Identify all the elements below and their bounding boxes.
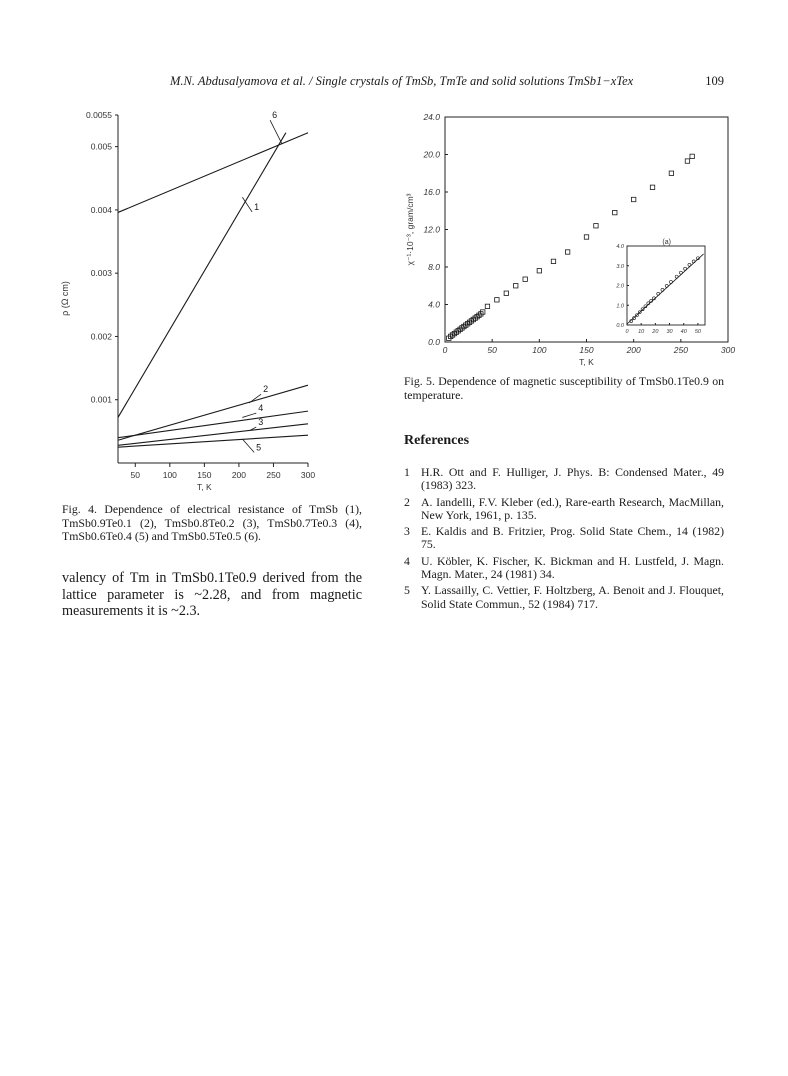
x-tick-label: 50 — [130, 470, 141, 480]
figure-5-chart — [395, 100, 740, 375]
data-point — [685, 159, 689, 163]
reference-item — [404, 496, 724, 523]
x-tick-label: 250 — [266, 470, 281, 480]
curve-2-label: 2 — [263, 384, 269, 395]
y-tick-label: 0.0055 — [86, 110, 112, 120]
y-tick-label: 4.0 — [428, 299, 440, 310]
reference-item — [404, 555, 724, 582]
reference-text: E. Kaldis and B. Fritzier, Prog. Solid State Chem., 14 (1982) 75. — [421, 524, 724, 552]
y-axis-label: ρ (Ω cm) — [60, 281, 70, 316]
data-point — [565, 250, 569, 254]
y-tick-label: 0.004 — [90, 204, 112, 215]
reference-item — [404, 466, 724, 493]
curve-3 — [118, 424, 308, 446]
reference-number: 5 — [404, 583, 410, 598]
figure-4-caption-prefix: Fig. 4. — [62, 502, 97, 516]
curve-1 — [118, 133, 286, 418]
data-point — [495, 298, 499, 302]
inset-label: (a) — [662, 239, 671, 246]
curve-4-label: 4 — [258, 403, 264, 414]
y-tick-label: 20.0 — [423, 149, 440, 160]
data-point — [594, 224, 598, 228]
inset-y-tick-label: 0.0 — [616, 323, 624, 329]
figure-4-caption — [62, 503, 362, 544]
inset-y-tick-label: 4.0 — [616, 244, 624, 250]
curve-6 — [118, 133, 308, 213]
curve-3-label: 3 — [258, 417, 264, 428]
x-axis-label: T, K — [579, 357, 594, 367]
reference-text: H.R. Ott and F. Hulliger, J. Phys. B: Condensed Mater., 49 (1983) 323. — [421, 465, 724, 493]
y-tick-label: 0.005 — [90, 141, 112, 152]
data-point — [537, 269, 541, 273]
data-point — [485, 304, 489, 308]
inset-x-tick-label: 40 — [680, 329, 687, 335]
data-point — [690, 154, 694, 158]
x-tick-label: 300 — [720, 345, 736, 355]
curve-6-leader — [270, 120, 282, 143]
running-head — [60, 74, 730, 92]
figure-5-caption-text: Dependence of magnetic susceptibility of TmSb0.1Te0.9 on temperature. — [404, 374, 725, 402]
y-tick-label: 16.0 — [423, 187, 440, 197]
y-tick-label: 0.003 — [90, 268, 112, 279]
curve-6-label: 6 — [272, 110, 278, 121]
reference-item — [404, 525, 724, 552]
data-point — [669, 171, 673, 175]
curve-4 — [118, 411, 308, 438]
curve-1-label: 1 — [254, 201, 260, 212]
reference-number: 4 — [404, 553, 410, 568]
x-tick-label: 150 — [579, 345, 594, 355]
curve-5-label: 5 — [256, 442, 262, 453]
y-tick-label: 0.002 — [90, 331, 112, 342]
x-tick-label: 200 — [231, 470, 247, 480]
figure-5-caption — [404, 375, 724, 402]
inset-x-tick-label: 20 — [652, 329, 659, 335]
data-point — [613, 210, 617, 214]
data-point — [631, 197, 635, 201]
inset-y-tick-label: 1.0 — [616, 303, 624, 310]
curve-5-leader — [242, 439, 254, 452]
y-tick-label: 0.0 — [428, 337, 440, 347]
data-point — [551, 259, 555, 263]
x-tick-label: 150 — [197, 470, 212, 480]
y-tick-label: 8.0 — [428, 262, 440, 272]
inset-x-tick-label: 50 — [694, 329, 701, 335]
reference-text: U. Köbler, K. Fischer, K. Bickman and H. Lustfeld, J. Magn. Magn. Mater., 24 (1981) 34. — [421, 553, 724, 582]
x-tick-label: 100 — [532, 345, 547, 355]
data-point — [523, 277, 527, 281]
inset-x-tick-label: 30 — [666, 329, 673, 335]
curve-2-leader — [249, 394, 261, 403]
x-tick-label: 200 — [626, 345, 641, 355]
reference-number: 3 — [404, 524, 410, 539]
curve-5 — [118, 435, 308, 447]
reference-text: Y. Lassailly, C. Vettier, F. Holtzberg, A. Benoit and J. Flouquet, Solid State Commun., 52 (1984) 717. — [421, 583, 724, 611]
data-point — [504, 291, 508, 295]
y-axis-label: χ⁻¹·10⁻³, gram/cm³ — [405, 193, 415, 266]
reference-number: 2 — [404, 494, 410, 509]
y-tick-label: 12.0 — [423, 224, 440, 235]
figure-4-caption-text: Dependence of electrical resistance of TmSb (1), TmSb0.9Te0.1 (2), TmSb0.8Te0.2 (3), TmSb0.7Te0.3 (4), TmSb0.6Te0.4 (5) and TmSb0.5Te0.5 (6). — [62, 502, 363, 543]
reference-number: 1 — [404, 465, 410, 479]
page-number: 109 — [705, 74, 724, 88]
running-head-title: M.N. Abdusalyamova et al. / Single crystals of TmSb, TmTe and solid solutions TmSb1−xTex — [170, 74, 634, 88]
references-list — [404, 466, 724, 614]
inset-x-tick-label: 10 — [638, 329, 645, 335]
x-tick-label: 300 — [300, 470, 316, 480]
curve-4-leader — [242, 413, 256, 417]
x-tick-label: 0 — [442, 345, 448, 355]
x-tick-label: 100 — [162, 470, 177, 480]
figure-4-chart — [40, 100, 340, 500]
x-tick-label: 50 — [487, 345, 497, 355]
inset-y-tick-label: 2.0 — [616, 283, 624, 290]
curve-2 — [118, 385, 308, 440]
x-axis-label: T, K — [197, 482, 212, 492]
y-tick-label: 24.0 — [423, 112, 440, 122]
figure-5-caption-prefix: Fig. 5. — [404, 374, 435, 388]
x-tick-label: 250 — [673, 345, 688, 355]
y-tick-label: 0.001 — [90, 394, 112, 405]
inset-x-tick-label: 0 — [625, 329, 629, 335]
reference-item — [404, 584, 724, 611]
reference-text: A. Iandelli, F.V. Kleber (ed.), Rare-earth Research, MacMillan, New York, 1961, p. 135. — [421, 494, 724, 522]
inset-y-tick-label: 3.0 — [616, 263, 624, 270]
references-heading: References — [404, 433, 470, 448]
data-point — [650, 185, 654, 189]
data-point — [514, 284, 518, 288]
body-paragraph: valency of Tm in TmSb0.1Te0.9 derived from the lattice parameter is ~2.28, and from magnetic measurements it is ~2.3. — [62, 570, 362, 619]
data-point — [584, 235, 588, 239]
